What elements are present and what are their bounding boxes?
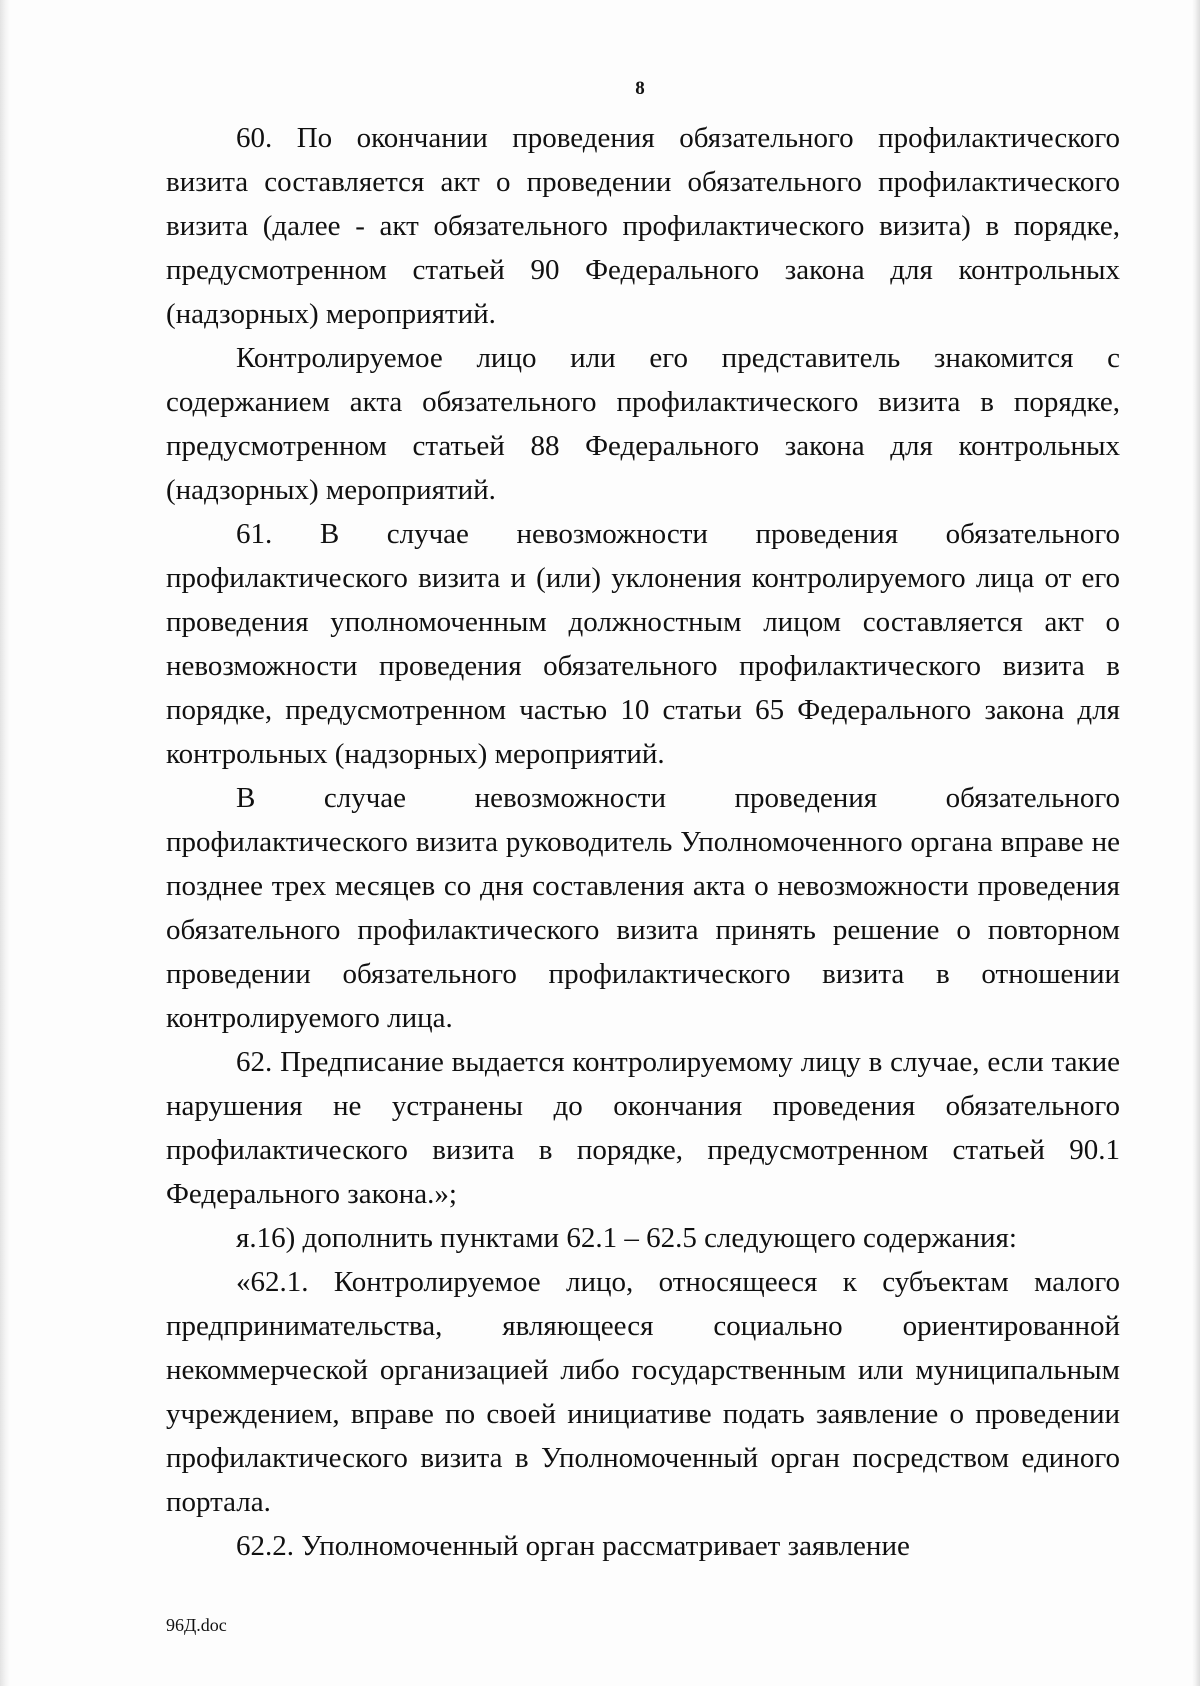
page-number: 8: [635, 78, 645, 99]
document-body: [166, 116, 1120, 1568]
paragraph-62-1: «62.1. Контролируемое лицо, относящееся к субъектам малого предпринимательства, являющееся социально ориентированной некоммерческой организацией либо государственным или муниципальным учреждением, вправе по своей инициативе подать заявление о проведении профилактического визита в Уполномоченный орган посредством единого портала.: [166, 1266, 1120, 1518]
paragraph-60-contd: Контролируемое лицо или его представитель знакомится с содержанием акта обязательного профилактического визита в порядке, предусмотренном статьей 88 Федерального закона для контрольных (надзорных) мероприятий.: [166, 342, 1120, 506]
paragraph-ya16: я.16) дополнить пунктами 62.1 – 62.5 следующего содержания:: [236, 1222, 1017, 1254]
paragraph-62: 62. Предписание выдается контролируемому лицу в случае, если такие нарушения не устранены до окончания проведения обязательного профилактического визита в порядке, предусмотренном статьей 90.1 Федерального закона.»;: [166, 1046, 1120, 1210]
file-name-footer: 96Д.doc: [166, 1615, 227, 1635]
scan-edge-left: [0, 0, 10, 1686]
paragraph-61: 61. В случае невозможности проведения обязательного профилактического визита и (или) уклонения контролируемого лица от его проведения уполномоченным должностным лицом составляется акт о невозможности проведения обязательного профилактического визита в порядке, предусмотренном частью 10 статьи 65 Федерального закона для контрольных (надзорных) мероприятий.: [166, 518, 1120, 770]
paragraph-60: 60. По окончании проведения обязательного профилактического визита составляется акт о проведении обязательного профилактического визита (далее - акт обязательного профилактического визита) в порядке, предусмотренном статьей 90 Федерального закона для контрольных (надзорных) мероприятий.: [166, 122, 1120, 330]
paragraph-61-contd: В случае невозможности проведения обязательного профилактического визита руководитель Уполномоченного органа вправе не позднее трех месяцев со дня составления акта о невозможности проведения обязательного профилактического визита принять решение о повторном проведении обязательного профилактического визита в отношении контролируемого лица.: [166, 782, 1120, 1034]
scan-edge-right: [1192, 0, 1200, 1686]
paragraph-62-2: 62.2. Уполномоченный орган рассматривает заявление: [236, 1530, 910, 1562]
